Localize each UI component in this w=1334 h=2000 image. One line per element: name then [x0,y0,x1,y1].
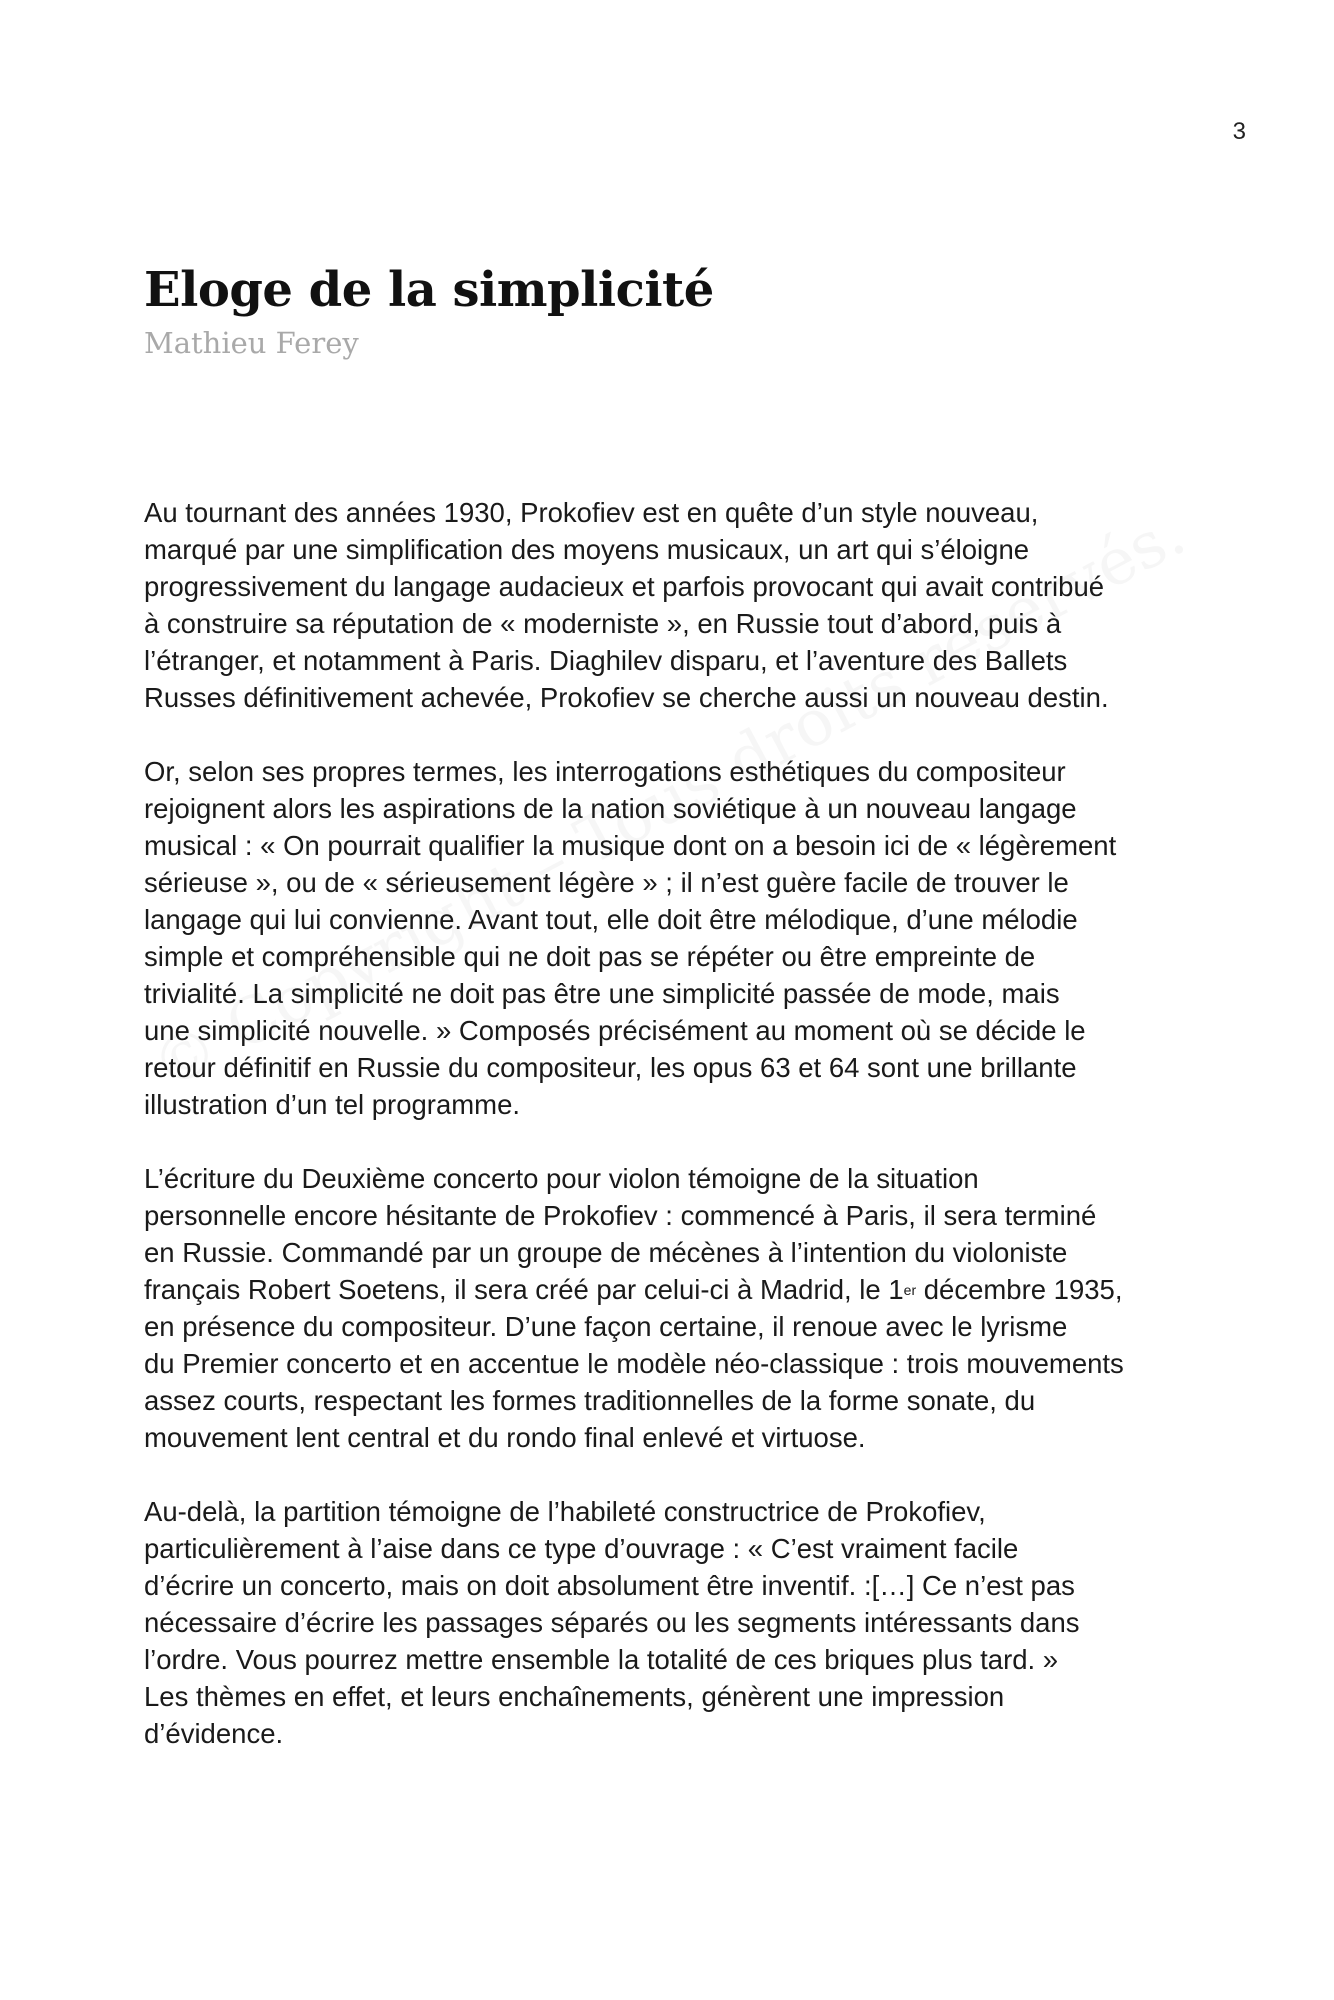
text-line: marqué par une simplification des moyens musicaux, un art qui s’éloigne [144,534,1030,565]
text-line: en Russie. Commandé par un groupe de mécènes à l’intention du violoniste [144,1237,1068,1268]
text-line: progressivement du langage audacieux et parfois provocant qui avait contribué [144,571,1105,602]
text-line: nécessaire d’écrire les passages séparés ou les segments intéressants dans [144,1607,1080,1638]
text-line: trivialité. La simplicité ne doit pas être une simplicité passée de mode, mais [144,978,1060,1009]
text-line: sérieuse », ou de « sérieusement légère » ; il n’est guère facile de trouver le [144,867,1069,898]
text-line: illustration d’un tel programme. [144,1089,521,1120]
paragraph-4 [144,1493,1224,1752]
article-body [144,494,1224,1789]
text-line: langage qui lui convienne. Avant tout, elle doit être mélodique, d’une mélodie [144,904,1078,935]
text-line: en présence du compositeur. D’une façon certaine, il renoue avec le lyrisme [144,1311,1068,1342]
paragraph-1 [144,494,1224,716]
line-text-after: décembre 1935, [916,1274,1123,1305]
text-line: mouvement lent central et du rondo final enlevé et virtuose. [144,1422,866,1453]
paragraph-2 [144,753,1224,1123]
text-line: musical : « On pourrait qualifier la musique dont on a besoin ici de « légèrement [144,830,1117,861]
paragraph-3 [144,1160,1224,1456]
line-text-before: français Robert Soetens, il sera créé par celui-ci à Madrid, le 1 [144,1274,904,1305]
text-line: simple et compréhensible qui ne doit pas se répéter ou être empreinte de [144,941,1036,972]
ordinal-suffix: er [903,1282,917,1298]
text-line: Au tournant des années 1930, Prokofiev est en quête d’un style nouveau, [144,497,1039,528]
text-line: rejoignent alors les aspirations de la nation soviétique à un nouveau langage [144,793,1077,824]
text-line: L’écriture du Deuxième concerto pour violon témoigne de la situation [144,1163,979,1194]
page-number: 3 [1232,118,1246,145]
text-line: Russes définitivement achevée, Prokofiev se cherche aussi un nouveau destin. [144,682,1109,713]
text-line: assez courts, respectant les formes traditionnelles de la forme sonate, du [144,1385,1036,1416]
text-line: du Premier concerto et en accentue le modèle néo-classique : trois mouvements [144,1348,1124,1379]
text-line: d’écrire un concerto, mais on doit absolument être inventif. :[…] Ce n’est pas [144,1570,1075,1601]
text-line: Au-delà, la partition témoigne de l’habileté constructrice de Prokofiev, [144,1496,986,1527]
text-line: personnelle encore hésitante de Prokofiev : commencé à Paris, il sera terminé [144,1200,1097,1231]
text-line: à construire sa réputation de « moderniste », en Russie tout d’abord, puis à [144,608,1062,639]
text-line: l’ordre. Vous pourrez mettre ensemble la totalité de ces briques plus tard. » [144,1644,1059,1675]
text-line: Or, selon ses propres termes, les interrogations esthétiques du compositeur [144,756,1066,787]
text-line: Les thèmes en effet, et leurs enchaînements, génèrent une impression [144,1681,1005,1712]
text-line: une simplicité nouvelle. » Composés précisément au moment où se décide le [144,1015,1086,1046]
text-line: d’évidence. [144,1718,284,1749]
text-line: retour définitif en Russie du compositeur, les opus 63 et 64 sont une brillante [144,1052,1077,1083]
text-line-with-ordinal [144,1271,1224,1308]
text-line: particulièrement à l’aise dans ce type d’ouvrage : « C’est vraiment facile [144,1533,1019,1564]
text-line: l’étranger, et notamment à Paris. Diaghilev disparu, et l’aventure des Ballets [144,645,1068,676]
author-name: Mathieu Ferey [144,326,359,360]
article-title: Eloge de la simplicité [144,262,714,318]
